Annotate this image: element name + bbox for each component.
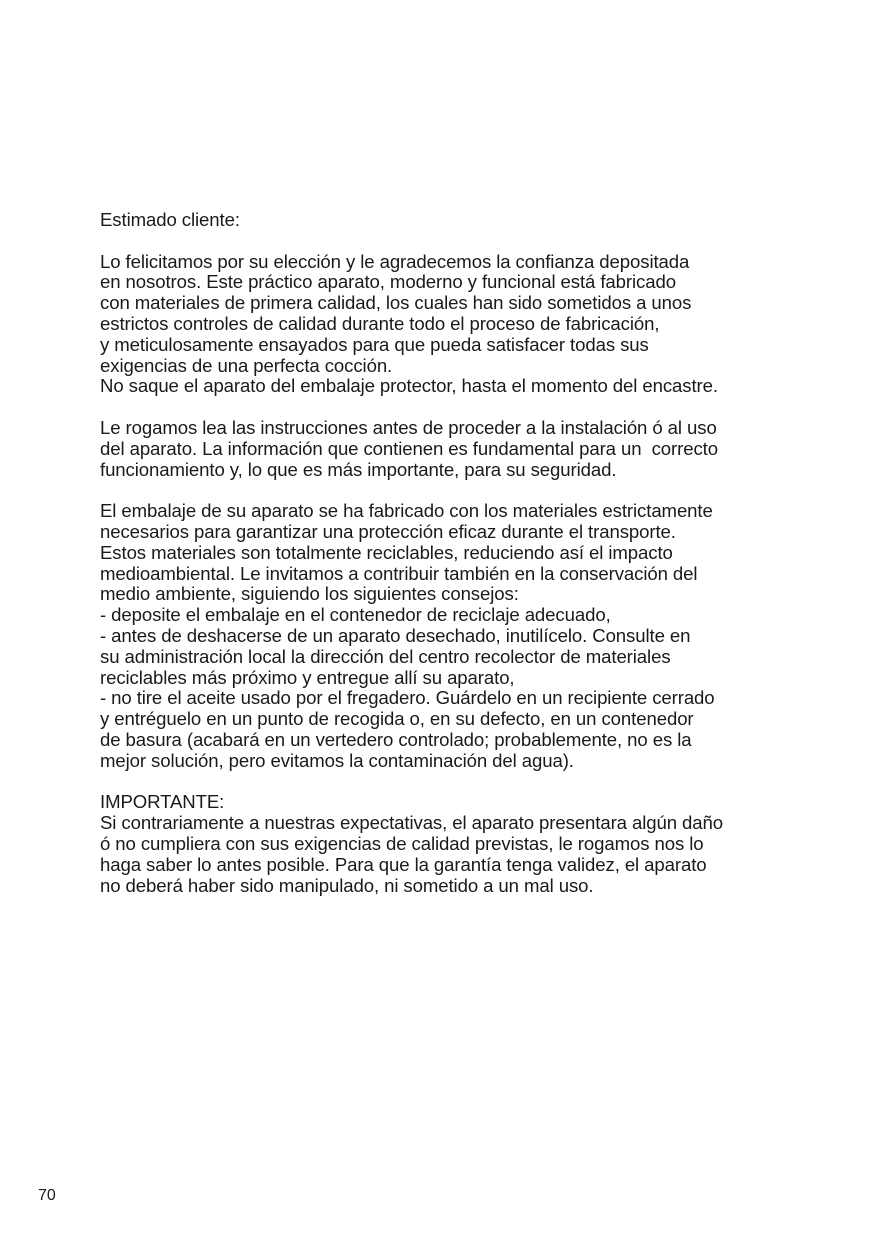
text-line: y entréguelo en un punto de recogida o, en su defecto, en un contenedor bbox=[100, 708, 694, 730]
text-line: del aparato. La información que contienen es fundamental para un correcto bbox=[100, 437, 718, 459]
text-line: Lo felicitamos por su elección y le agradecemos la confianza depositada bbox=[100, 250, 690, 272]
text-line: funcionamiento y, lo que es más importante, para su seguridad. bbox=[100, 458, 617, 480]
paragraph-packaging bbox=[100, 501, 800, 771]
text-line: - antes de deshacerse de un aparato desechado, inutilícelo. Consulte en bbox=[100, 624, 691, 646]
text-line: y meticulosamente ensayados para que pueda satisfacer todas sus bbox=[100, 333, 649, 355]
text-line: exigencias de una perfecta cocción. bbox=[100, 354, 393, 376]
text-line: necesarios para garantizar una protección eficaz durante el transporte. bbox=[100, 520, 676, 542]
greeting bbox=[100, 210, 800, 231]
text-line: estrictos controles de calidad durante todo el proceso de fabricación, bbox=[100, 312, 660, 334]
text-line: su administración local la dirección del centro recolector de materiales bbox=[100, 645, 671, 667]
text-line: haga saber lo antes posible. Para que la garantía tenga validez, el aparato bbox=[100, 853, 707, 875]
important-heading: IMPORTANTE: bbox=[100, 791, 225, 813]
text-line: Estos materiales son totalmente reciclables, reduciendo así el impacto bbox=[100, 541, 673, 563]
text-line: en nosotros. Este práctico aparato, moderno y funcional está fabricado bbox=[100, 271, 676, 293]
paragraph-important bbox=[100, 792, 800, 896]
text-line: ó no cumpliera con sus exigencias de calidad previstas, le rogamos nos lo bbox=[100, 832, 704, 854]
text-line: medio ambiente, siguiendo los siguientes consejos: bbox=[100, 583, 519, 605]
paragraph-welcome bbox=[100, 252, 800, 398]
text-line: mejor solución, pero evitamos la contaminación del agua). bbox=[100, 749, 574, 771]
text-line: Si contrariamente a nuestras expectativas, el aparato presentara algún daño bbox=[100, 812, 724, 834]
text-line: reciclables más próximo y entregue allí su aparato, bbox=[100, 666, 515, 688]
text-line: con materiales de primera calidad, los cuales han sido sometidos a unos bbox=[100, 292, 692, 314]
text-line: Le rogamos lea las instrucciones antes de proceder a la instalación ó al uso bbox=[100, 416, 717, 438]
paragraph-instructions bbox=[100, 418, 800, 480]
text-line: - deposite el embalaje en el contenedor de reciclaje adecuado, bbox=[100, 604, 611, 626]
greeting-line: Estimado cliente: bbox=[100, 209, 240, 230]
text-line: No saque el aparato del embalaje protector, hasta el momento del encastre. bbox=[100, 375, 718, 397]
text-line: no deberá haber sido manipulado, ni sometido a un mal uso. bbox=[100, 874, 594, 896]
text-line: - no tire el aceite usado por el fregadero. Guárdelo en un recipiente cerrado bbox=[100, 687, 715, 709]
text-line: de basura (acabará en un vertedero controlado; probablemente, no es la bbox=[100, 728, 692, 750]
text-line: El embalaje de su aparato se ha fabricado con los materiales estrictamente bbox=[100, 500, 713, 522]
document-body bbox=[100, 210, 800, 917]
page-number: 70 bbox=[38, 1187, 56, 1204]
text-line: medioambiental. Le invitamos a contribuir también en la conservación del bbox=[100, 562, 698, 584]
